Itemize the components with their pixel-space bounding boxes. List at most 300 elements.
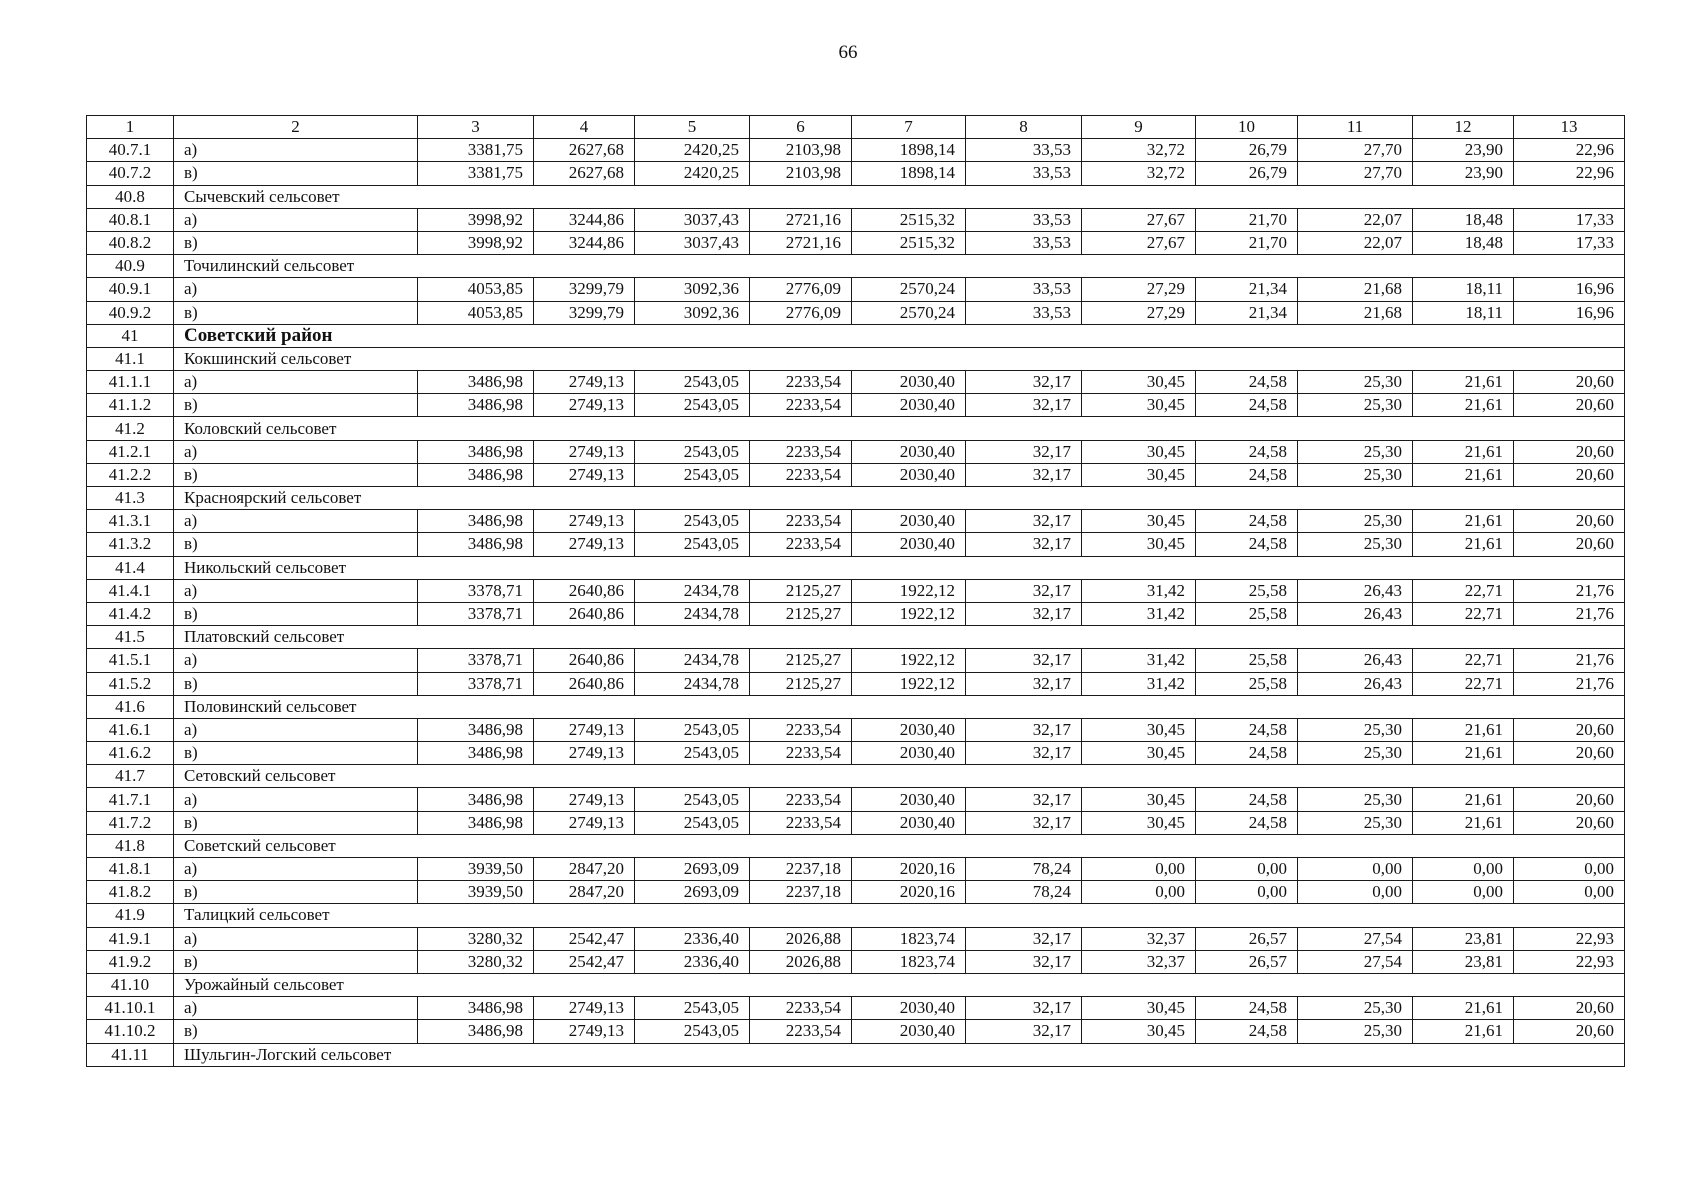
value-cell: 1898,14 (852, 162, 966, 185)
value-cell: 2543,05 (635, 788, 750, 811)
value-cell: 2125,27 (750, 649, 852, 672)
value-cell: 2233,54 (750, 394, 852, 417)
value-cell: 23,81 (1413, 950, 1514, 973)
value-cell: 0,00 (1413, 858, 1514, 881)
row-code-cell: 41.3.2 (87, 533, 174, 556)
value-cell: 3939,50 (418, 858, 534, 881)
value-cell: 3037,43 (635, 208, 750, 231)
settlement-heading-row (87, 973, 1625, 996)
table-row (87, 139, 1625, 162)
value-cell: 2627,68 (534, 139, 635, 162)
table-row (87, 881, 1625, 904)
value-cell: 3998,92 (418, 231, 534, 254)
value-cell: 2030,40 (852, 811, 966, 834)
value-cell: 21,61 (1413, 440, 1514, 463)
value-cell: 0,00 (1514, 858, 1625, 881)
value-cell: 2237,18 (750, 881, 852, 904)
value-cell: 2026,88 (750, 927, 852, 950)
value-cell: 2030,40 (852, 533, 966, 556)
value-cell: 30,45 (1082, 811, 1196, 834)
row-code-cell: 40.7.1 (87, 139, 174, 162)
row-code-cell: 41.1 (87, 347, 174, 370)
row-label-cell: в) (174, 602, 418, 625)
value-cell: 32,17 (966, 602, 1082, 625)
value-cell: 32,17 (966, 1020, 1082, 1043)
row-label-cell: а) (174, 139, 418, 162)
value-cell: 32,17 (966, 997, 1082, 1020)
value-cell: 18,11 (1413, 301, 1514, 324)
value-cell: 25,30 (1298, 997, 1413, 1020)
row-code-cell: 41.11 (87, 1043, 174, 1066)
value-cell: 21,61 (1413, 1020, 1514, 1043)
value-cell: 27,70 (1298, 139, 1413, 162)
row-code-cell: 40.9.1 (87, 278, 174, 301)
row-code-cell: 41.6.2 (87, 742, 174, 765)
settlement-name: Советский сельсовет (174, 834, 1625, 857)
value-cell: 24,58 (1196, 510, 1298, 533)
settlement-name: Точилинский сельсовет (174, 255, 1625, 278)
row-label-cell: а) (174, 997, 418, 1020)
value-cell: 2749,13 (534, 742, 635, 765)
row-label-cell: в) (174, 811, 418, 834)
value-cell: 2020,16 (852, 881, 966, 904)
value-cell: 25,30 (1298, 533, 1413, 556)
value-cell: 30,45 (1082, 788, 1196, 811)
column-number-cell: 4 (534, 116, 635, 139)
row-code-cell: 41.6 (87, 695, 174, 718)
value-cell: 2125,27 (750, 602, 852, 625)
row-code-cell: 41.5.1 (87, 649, 174, 672)
value-cell: 26,57 (1196, 950, 1298, 973)
value-cell: 21,76 (1514, 579, 1625, 602)
value-cell: 2721,16 (750, 208, 852, 231)
value-cell: 30,45 (1082, 463, 1196, 486)
value-cell: 2233,54 (750, 463, 852, 486)
table-row (87, 927, 1625, 950)
value-cell: 3486,98 (418, 394, 534, 417)
value-cell: 32,17 (966, 510, 1082, 533)
value-cell: 2237,18 (750, 858, 852, 881)
table-row (87, 1020, 1625, 1043)
value-cell: 20,60 (1514, 533, 1625, 556)
row-label-cell: в) (174, 162, 418, 185)
column-number-cell: 7 (852, 116, 966, 139)
value-cell: 2233,54 (750, 997, 852, 1020)
value-cell: 22,71 (1413, 649, 1514, 672)
value-cell: 0,00 (1196, 881, 1298, 904)
column-number-cell: 11 (1298, 116, 1413, 139)
table-row (87, 510, 1625, 533)
settlement-heading-row (87, 904, 1625, 927)
table-row (87, 440, 1625, 463)
value-cell: 24,58 (1196, 463, 1298, 486)
value-cell: 3486,98 (418, 510, 534, 533)
value-cell: 21,61 (1413, 742, 1514, 765)
value-cell: 2749,13 (534, 718, 635, 741)
value-cell: 20,60 (1514, 510, 1625, 533)
value-cell: 30,45 (1082, 510, 1196, 533)
row-code-cell: 41.2 (87, 417, 174, 440)
value-cell: 2543,05 (635, 463, 750, 486)
row-label-cell: в) (174, 742, 418, 765)
value-cell: 1922,12 (852, 672, 966, 695)
tariff-table (86, 115, 1625, 1067)
value-cell: 2749,13 (534, 1020, 635, 1043)
value-cell: 24,58 (1196, 371, 1298, 394)
row-code-cell: 40.8.2 (87, 231, 174, 254)
value-cell: 26,57 (1196, 927, 1298, 950)
settlement-name: Сетовский сельсовет (174, 765, 1625, 788)
value-cell: 3299,79 (534, 278, 635, 301)
value-cell: 0,00 (1298, 881, 1413, 904)
table-row (87, 672, 1625, 695)
value-cell: 20,60 (1514, 394, 1625, 417)
value-cell: 2543,05 (635, 811, 750, 834)
value-cell: 20,60 (1514, 440, 1625, 463)
value-cell: 2125,27 (750, 579, 852, 602)
value-cell: 3378,71 (418, 672, 534, 695)
value-cell: 2030,40 (852, 742, 966, 765)
value-cell: 21,34 (1196, 301, 1298, 324)
value-cell: 30,45 (1082, 533, 1196, 556)
value-cell: 3244,86 (534, 231, 635, 254)
row-label-cell: а) (174, 278, 418, 301)
value-cell: 2847,20 (534, 858, 635, 881)
row-label-cell: в) (174, 881, 418, 904)
value-cell: 4053,85 (418, 301, 534, 324)
value-cell: 22,07 (1298, 231, 1413, 254)
value-cell: 27,29 (1082, 301, 1196, 324)
value-cell: 0,00 (1298, 858, 1413, 881)
table-row (87, 231, 1625, 254)
value-cell: 25,58 (1196, 649, 1298, 672)
value-cell: 21,61 (1413, 718, 1514, 741)
value-cell: 31,42 (1082, 672, 1196, 695)
value-cell: 4053,85 (418, 278, 534, 301)
column-number-cell: 6 (750, 116, 852, 139)
row-code-cell: 41.3 (87, 487, 174, 510)
value-cell: 24,58 (1196, 997, 1298, 1020)
value-cell: 3378,71 (418, 602, 534, 625)
value-cell: 32,17 (966, 394, 1082, 417)
table-row (87, 997, 1625, 1020)
value-cell: 2543,05 (635, 533, 750, 556)
value-cell: 2570,24 (852, 278, 966, 301)
row-code-cell: 41.6.1 (87, 718, 174, 741)
value-cell: 21,61 (1413, 533, 1514, 556)
table-row (87, 162, 1625, 185)
value-cell: 2233,54 (750, 440, 852, 463)
value-cell: 2233,54 (750, 788, 852, 811)
value-cell: 2020,16 (852, 858, 966, 881)
value-cell: 32,17 (966, 440, 1082, 463)
value-cell: 30,45 (1082, 742, 1196, 765)
row-code-cell: 41.1.1 (87, 371, 174, 394)
value-cell: 2030,40 (852, 788, 966, 811)
value-cell: 20,60 (1514, 371, 1625, 394)
value-cell: 2103,98 (750, 162, 852, 185)
column-number-cell: 9 (1082, 116, 1196, 139)
value-cell: 2233,54 (750, 811, 852, 834)
value-cell: 2434,78 (635, 602, 750, 625)
value-cell: 26,79 (1196, 139, 1298, 162)
value-cell: 3280,32 (418, 950, 534, 973)
district-name: Советский район (174, 324, 1625, 347)
value-cell: 2543,05 (635, 440, 750, 463)
column-number-cell: 13 (1514, 116, 1625, 139)
settlement-heading-row (87, 185, 1625, 208)
value-cell: 2627,68 (534, 162, 635, 185)
column-number-cell: 2 (174, 116, 418, 139)
value-cell: 2543,05 (635, 1020, 750, 1043)
value-cell: 18,48 (1413, 208, 1514, 231)
value-cell: 2640,86 (534, 649, 635, 672)
row-code-cell: 41.10.1 (87, 997, 174, 1020)
value-cell: 33,53 (966, 231, 1082, 254)
value-cell: 3280,32 (418, 927, 534, 950)
value-cell: 2749,13 (534, 811, 635, 834)
settlement-heading-row (87, 417, 1625, 440)
table-row (87, 649, 1625, 672)
value-cell: 3244,86 (534, 208, 635, 231)
value-cell: 0,00 (1196, 858, 1298, 881)
value-cell: 26,43 (1298, 602, 1413, 625)
table-row (87, 579, 1625, 602)
row-code-cell: 41.8.1 (87, 858, 174, 881)
settlement-heading-row (87, 626, 1625, 649)
value-cell: 31,42 (1082, 579, 1196, 602)
table-row (87, 742, 1625, 765)
value-cell: 2434,78 (635, 579, 750, 602)
value-cell: 21,34 (1196, 278, 1298, 301)
row-label-cell: а) (174, 788, 418, 811)
value-cell: 21,61 (1413, 997, 1514, 1020)
value-cell: 3381,75 (418, 162, 534, 185)
value-cell: 25,30 (1298, 510, 1413, 533)
value-cell: 24,58 (1196, 394, 1298, 417)
value-cell: 22,93 (1514, 927, 1625, 950)
value-cell: 32,37 (1082, 950, 1196, 973)
value-cell: 3381,75 (418, 139, 534, 162)
value-cell: 1823,74 (852, 950, 966, 973)
value-cell: 25,58 (1196, 579, 1298, 602)
value-cell: 2233,54 (750, 510, 852, 533)
value-cell: 2233,54 (750, 742, 852, 765)
value-cell: 27,67 (1082, 208, 1196, 231)
table-row (87, 950, 1625, 973)
value-cell: 0,00 (1413, 881, 1514, 904)
value-cell: 2543,05 (635, 510, 750, 533)
row-code-cell: 41.9 (87, 904, 174, 927)
row-code-cell: 41.8 (87, 834, 174, 857)
row-label-cell: а) (174, 927, 418, 950)
value-cell: 27,70 (1298, 162, 1413, 185)
row-code-cell: 41.4 (87, 556, 174, 579)
row-code-cell: 41.9.2 (87, 950, 174, 973)
value-cell: 21,61 (1413, 371, 1514, 394)
table-row (87, 788, 1625, 811)
value-cell: 3486,98 (418, 997, 534, 1020)
value-cell: 32,72 (1082, 139, 1196, 162)
value-cell: 3486,98 (418, 742, 534, 765)
value-cell: 2336,40 (635, 950, 750, 973)
row-code-cell: 40.9 (87, 255, 174, 278)
row-label-cell: а) (174, 579, 418, 602)
row-label-cell: в) (174, 533, 418, 556)
value-cell: 21,61 (1413, 394, 1514, 417)
value-cell: 30,45 (1082, 997, 1196, 1020)
value-cell: 2749,13 (534, 463, 635, 486)
row-code-cell: 41.10.2 (87, 1020, 174, 1043)
value-cell: 33,53 (966, 278, 1082, 301)
value-cell: 3299,79 (534, 301, 635, 324)
value-cell: 25,30 (1298, 463, 1413, 486)
value-cell: 24,58 (1196, 1020, 1298, 1043)
value-cell: 20,60 (1514, 1020, 1625, 1043)
value-cell: 32,17 (966, 742, 1082, 765)
value-cell: 21,70 (1196, 208, 1298, 231)
value-cell: 32,17 (966, 927, 1082, 950)
row-code-cell: 41.7 (87, 765, 174, 788)
value-cell: 21,61 (1413, 811, 1514, 834)
value-cell: 24,58 (1196, 811, 1298, 834)
value-cell: 17,33 (1514, 231, 1625, 254)
value-cell: 2434,78 (635, 672, 750, 695)
value-cell: 27,29 (1082, 278, 1196, 301)
row-code-cell: 40.7.2 (87, 162, 174, 185)
row-code-cell: 41.5.2 (87, 672, 174, 695)
column-number-cell: 8 (966, 116, 1082, 139)
value-cell: 32,17 (966, 371, 1082, 394)
value-cell: 25,30 (1298, 811, 1413, 834)
settlement-name: Половинский сельсовет (174, 695, 1625, 718)
settlement-heading-row (87, 1043, 1625, 1066)
value-cell: 1922,12 (852, 649, 966, 672)
value-cell: 22,71 (1413, 579, 1514, 602)
settlement-heading-row (87, 347, 1625, 370)
row-code-cell: 40.8 (87, 185, 174, 208)
value-cell: 2420,25 (635, 139, 750, 162)
value-cell: 32,72 (1082, 162, 1196, 185)
value-cell: 21,76 (1514, 672, 1625, 695)
table-body (87, 116, 1625, 1067)
row-code-cell: 41.7.1 (87, 788, 174, 811)
value-cell: 25,30 (1298, 718, 1413, 741)
value-cell: 30,45 (1082, 440, 1196, 463)
settlement-name: Коловский сельсовет (174, 417, 1625, 440)
value-cell: 2030,40 (852, 371, 966, 394)
value-cell: 22,71 (1413, 602, 1514, 625)
value-cell: 20,60 (1514, 742, 1625, 765)
settlement-name: Никольский сельсовет (174, 556, 1625, 579)
table-row (87, 208, 1625, 231)
value-cell: 2776,09 (750, 301, 852, 324)
value-cell: 2776,09 (750, 278, 852, 301)
value-cell: 24,58 (1196, 533, 1298, 556)
row-label-cell: а) (174, 371, 418, 394)
value-cell: 2030,40 (852, 463, 966, 486)
value-cell: 31,42 (1082, 602, 1196, 625)
value-cell: 21,68 (1298, 278, 1413, 301)
value-cell: 32,17 (966, 533, 1082, 556)
value-cell: 2233,54 (750, 1020, 852, 1043)
value-cell: 27,67 (1082, 231, 1196, 254)
value-cell: 31,42 (1082, 649, 1196, 672)
value-cell: 3486,98 (418, 440, 534, 463)
row-code-cell: 41.3.1 (87, 510, 174, 533)
value-cell: 16,96 (1514, 301, 1625, 324)
value-cell: 1898,14 (852, 139, 966, 162)
value-cell: 17,33 (1514, 208, 1625, 231)
row-code-cell: 41.10 (87, 973, 174, 996)
value-cell: 0,00 (1514, 881, 1625, 904)
value-cell: 30,45 (1082, 1020, 1196, 1043)
value-cell: 2420,25 (635, 162, 750, 185)
settlement-name: Талицкий сельсовет (174, 904, 1625, 927)
value-cell: 21,68 (1298, 301, 1413, 324)
value-cell: 21,70 (1196, 231, 1298, 254)
value-cell: 24,58 (1196, 742, 1298, 765)
settlement-name: Шульгин-Логский сельсовет (174, 1043, 1625, 1066)
value-cell: 21,61 (1413, 788, 1514, 811)
value-cell: 2026,88 (750, 950, 852, 973)
row-code-cell: 41 (87, 324, 174, 347)
value-cell: 2515,32 (852, 231, 966, 254)
value-cell: 3092,36 (635, 278, 750, 301)
table-row (87, 602, 1625, 625)
value-cell: 2543,05 (635, 394, 750, 417)
value-cell: 21,76 (1514, 602, 1625, 625)
column-number-cell: 1 (87, 116, 174, 139)
value-cell: 18,11 (1413, 278, 1514, 301)
row-label-cell: а) (174, 510, 418, 533)
value-cell: 3378,71 (418, 649, 534, 672)
row-code-cell: 41.9.1 (87, 927, 174, 950)
table-row (87, 463, 1625, 486)
table-row (87, 371, 1625, 394)
row-label-cell: в) (174, 394, 418, 417)
value-cell: 33,53 (966, 162, 1082, 185)
value-cell: 27,54 (1298, 927, 1413, 950)
value-cell: 2749,13 (534, 440, 635, 463)
row-label-cell: а) (174, 208, 418, 231)
value-cell: 2749,13 (534, 394, 635, 417)
value-cell: 25,30 (1298, 788, 1413, 811)
value-cell: 25,30 (1298, 371, 1413, 394)
value-cell: 33,53 (966, 139, 1082, 162)
value-cell: 16,96 (1514, 278, 1625, 301)
value-cell: 3378,71 (418, 579, 534, 602)
row-code-cell: 41.1.2 (87, 394, 174, 417)
value-cell: 23,81 (1413, 927, 1514, 950)
value-cell: 26,79 (1196, 162, 1298, 185)
column-number-cell: 5 (635, 116, 750, 139)
value-cell: 23,90 (1413, 139, 1514, 162)
value-cell: 2543,05 (635, 718, 750, 741)
value-cell: 25,30 (1298, 440, 1413, 463)
value-cell: 33,53 (966, 301, 1082, 324)
table-row (87, 858, 1625, 881)
row-label-cell: а) (174, 440, 418, 463)
settlement-name: Кокшинский сельсовет (174, 347, 1625, 370)
row-label-cell: а) (174, 858, 418, 881)
table-row (87, 394, 1625, 417)
value-cell: 33,53 (966, 208, 1082, 231)
row-code-cell: 41.8.2 (87, 881, 174, 904)
value-cell: 2030,40 (852, 394, 966, 417)
table-row (87, 718, 1625, 741)
value-cell: 3092,36 (635, 301, 750, 324)
